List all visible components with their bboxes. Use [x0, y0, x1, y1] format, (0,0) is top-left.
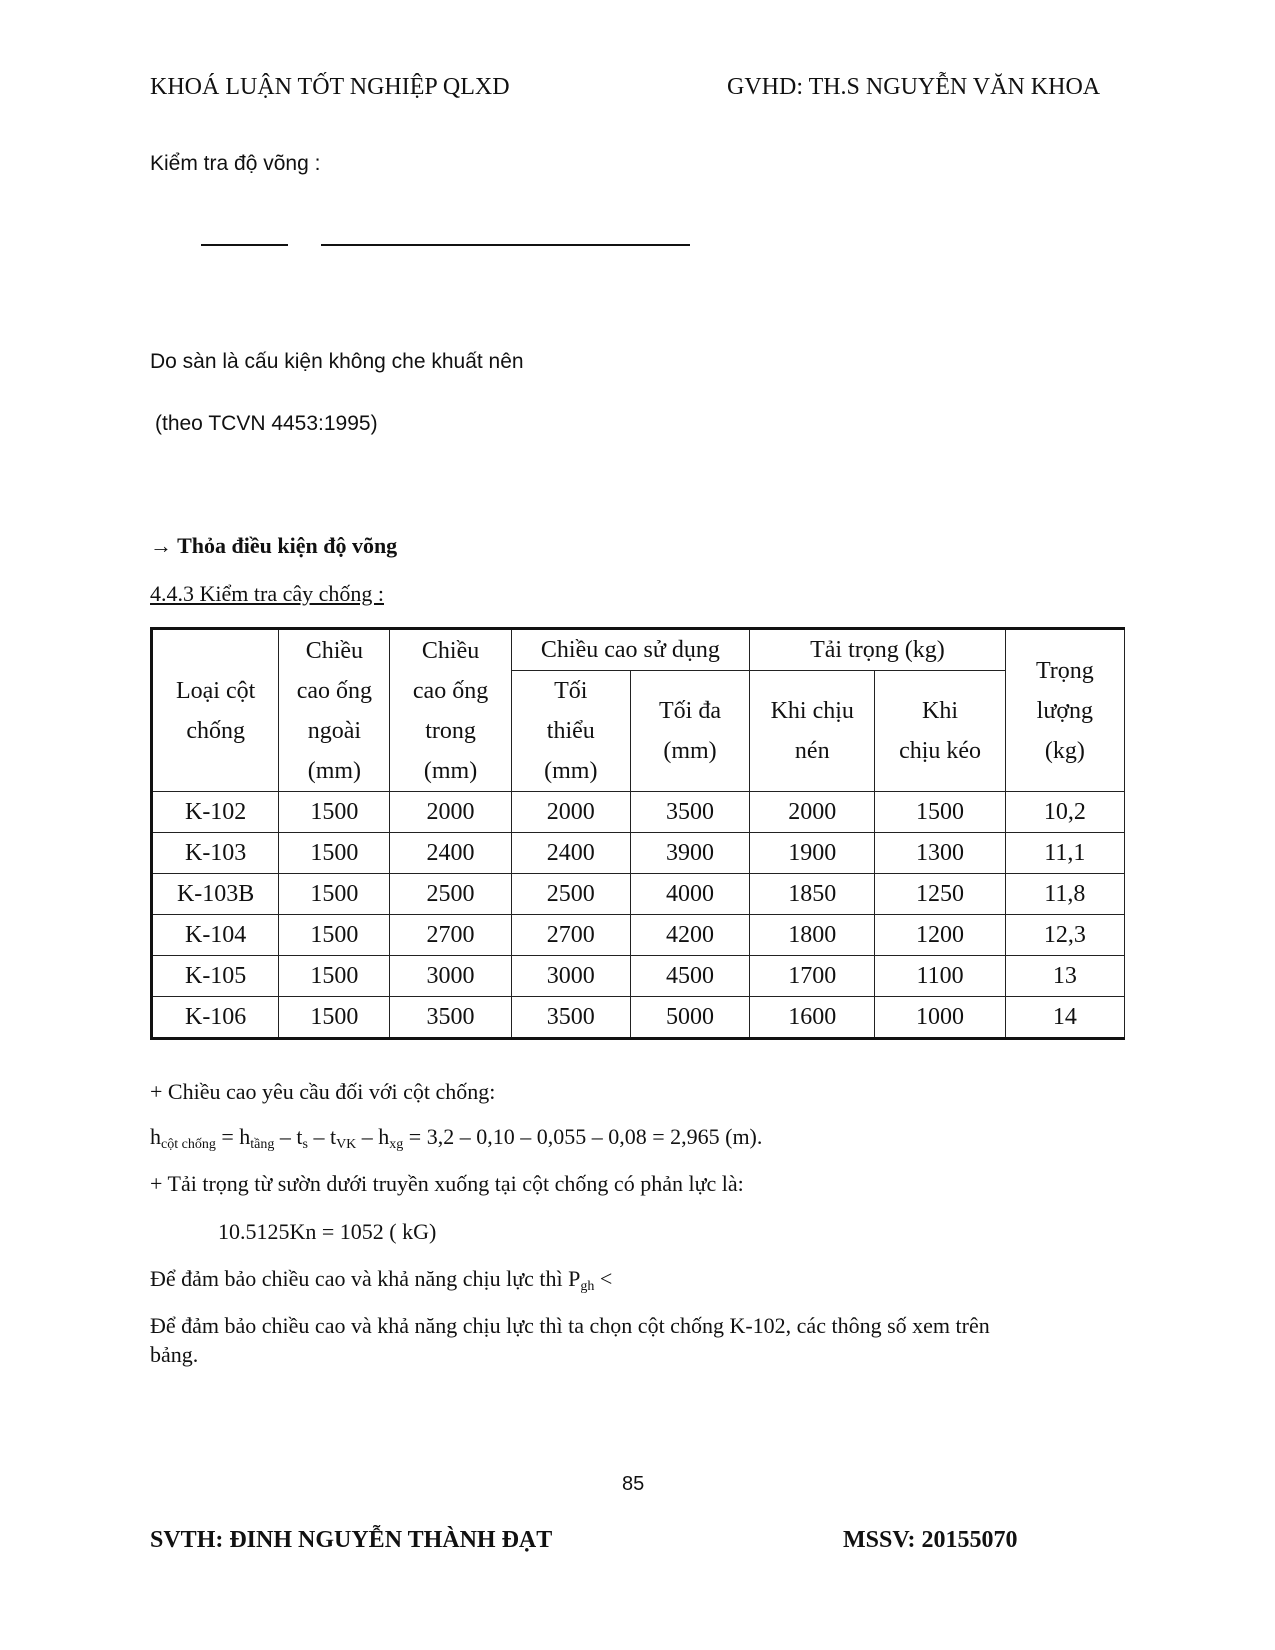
table-cell: 1000 — [875, 997, 1005, 1039]
header-max: Tối đa (mm) — [630, 671, 749, 792]
table-cell: 1300 — [875, 833, 1005, 874]
table-cell: 1500 — [279, 997, 390, 1039]
ensure-text-2-line1: Để đảm bảo chiều cao và khả năng chịu lực thì ta chọn cột chống K-102, các thông số xem trên — [150, 1313, 990, 1338]
table-cell: 1700 — [750, 956, 875, 997]
page-number: 85 — [622, 1473, 645, 1495]
table-cell: 1500 — [875, 792, 1005, 833]
table-cell: 3000 — [390, 956, 511, 997]
header-left: KHOÁ LUẬN TỐT NGHIỆP QLXD — [150, 74, 510, 100]
table-cell: 4500 — [630, 956, 749, 997]
table-cell: 12,3 — [1005, 915, 1124, 956]
table-cell: 3500 — [390, 997, 511, 1039]
prop-spec-table — [150, 627, 1125, 1040]
height-requirement-text: + Chiều cao yêu cầu đối với cột chống: — [150, 1079, 496, 1104]
table-cell: 1500 — [279, 915, 390, 956]
table-cell: 1850 — [750, 874, 875, 915]
table-cell: 1500 — [279, 874, 390, 915]
table-cell: K-106 — [152, 997, 279, 1039]
header-load: Tải trọng (kg) — [750, 629, 1006, 671]
table-row — [152, 874, 1125, 915]
header-outer-height: Chiều cao ống ngoài (mm) — [279, 629, 390, 792]
ensure-text-2-line2: bảng. — [150, 1342, 199, 1367]
table-cell: 1100 — [875, 956, 1005, 997]
conclusion-text: → Thỏa điều kiện độ võng — [150, 533, 398, 558]
table-cell: 2700 — [390, 915, 511, 956]
table-cell: 14 — [1005, 997, 1124, 1039]
table-cell: 2000 — [390, 792, 511, 833]
table-cell: 10,2 — [1005, 792, 1124, 833]
footer-left: SVTH: ĐINH NGUYỄN THÀNH ĐẠT — [150, 1527, 553, 1553]
ensure-text-1: Để đảm bảo chiều cao và khả năng chịu lực thì $P_{gh}$ < — [150, 1266, 613, 1294]
standard-text: (theo TCVN 4453:1995) — [155, 412, 378, 435]
header-right: GVHD: TH.S NGUYỄN VĂN KHOA — [727, 74, 1101, 100]
footer-right: MSSV: 20155070 — [843, 1527, 1018, 1553]
table-cell: 2500 — [511, 874, 630, 915]
table-cell: 3000 — [511, 956, 630, 997]
table-cell: K-102 — [152, 792, 279, 833]
table-row — [152, 792, 1125, 833]
header-weight: Trọng lượng (kg) — [1005, 629, 1124, 792]
table-cell: 1500 — [279, 956, 390, 997]
table-cell: 2400 — [390, 833, 511, 874]
header-tension: Khi chịu kéo — [875, 671, 1005, 792]
table-cell: 11,1 — [1005, 833, 1124, 874]
header-min: Tối thiểu (mm) — [511, 671, 630, 792]
header-inner-height: Chiều cao ống trong (mm) — [390, 629, 511, 792]
table-cell: 2000 — [750, 792, 875, 833]
table-cell: 13 — [1005, 956, 1124, 997]
table-row — [152, 833, 1125, 874]
slab-note-text: Do sàn là cấu kiện không che khuất nên — [150, 350, 524, 373]
table-cell: 1500 — [279, 833, 390, 874]
section-title: 4.4.3 Kiểm tra cây chống : — [150, 581, 384, 606]
load-value-text: 10.5125Kn = 1052 ( kG) — [218, 1219, 437, 1244]
table-row — [152, 915, 1125, 956]
fraction-line-short — [201, 244, 288, 246]
table-cell: K-105 — [152, 956, 279, 997]
fraction-line-long — [321, 244, 690, 246]
table-cell: 11,8 — [1005, 874, 1124, 915]
check-deflection-text: Kiểm tra độ võng : — [150, 152, 321, 175]
table-cell: 3900 — [630, 833, 749, 874]
table-row — [152, 956, 1125, 997]
table-cell: 3500 — [630, 792, 749, 833]
table-row — [152, 997, 1125, 1039]
table-cell: 2700 — [511, 915, 630, 956]
table-cell: 4000 — [630, 874, 749, 915]
table-cell: K-103B — [152, 874, 279, 915]
table-cell: K-103 — [152, 833, 279, 874]
table-cell: 4200 — [630, 915, 749, 956]
table-cell: 2500 — [390, 874, 511, 915]
table-cell: 3500 — [511, 997, 630, 1039]
table-cell: K-104 — [152, 915, 279, 956]
header-type: Loại cột chống — [152, 629, 279, 792]
header-usage-height: Chiều cao sử dụng — [511, 629, 749, 671]
table-cell: 1900 — [750, 833, 875, 874]
table-cell: 1600 — [750, 997, 875, 1039]
load-note-text: + Tải trọng từ sườn dưới truyền xuống tại cột chống có phản lực là: — [150, 1171, 744, 1196]
table-cell: 2000 — [511, 792, 630, 833]
table-cell: 5000 — [630, 997, 749, 1039]
table-cell: 1200 — [875, 915, 1005, 956]
table-cell: 1250 — [875, 874, 1005, 915]
table-cell: 2400 — [511, 833, 630, 874]
table-cell: 1500 — [279, 792, 390, 833]
table-cell: 1800 — [750, 915, 875, 956]
height-formula: $h_{cột chống} = h_{tầng} - t_s - t_{VK} - h_{xg} = 3,2 - 0,10 - 0,055 - 0,08 = 2,965$ (m). — [150, 1124, 763, 1152]
header-compression: Khi chịu nén — [750, 671, 875, 792]
